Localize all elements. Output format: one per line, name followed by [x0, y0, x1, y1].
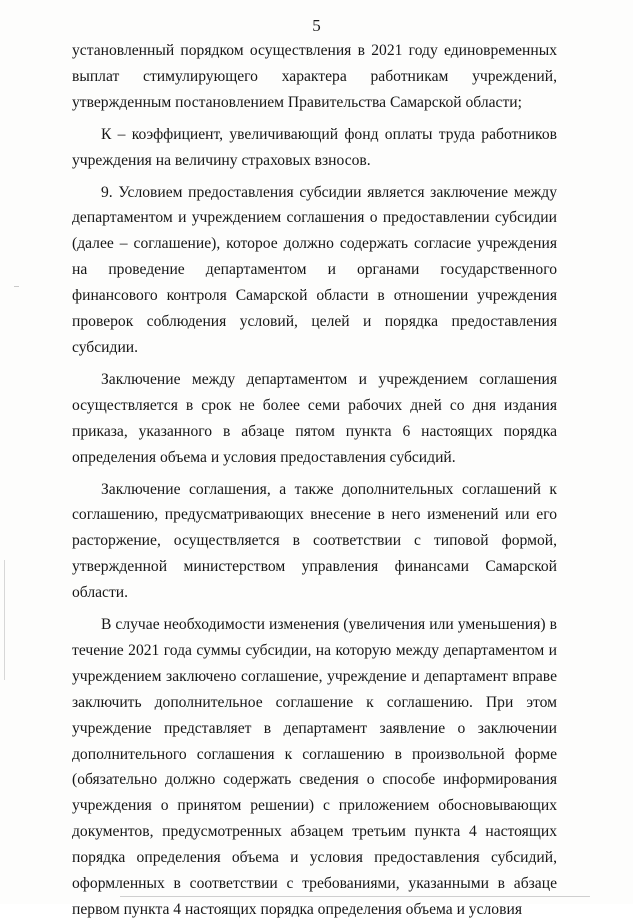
paragraph-6: В случае необходимости изменения (увеличения или уменьшения) в течение 2021 года суммы субсидии, на которую между департаментом и учреждением заключено соглашение, учреждение и департамент вправе заключить дополнительное соглашение к соглашению. При этом учреждение представляет в департамент заявление о заключении дополнительного соглашения к соглашению в произвольной форме (обязательно должно содержать сведения о способе информирования учреждения о принятом решении) с приложением обосновывающих документов, предусмотренных абзацем третьим пункта 4 настоящих порядка определения объема и условия предоставления субсидий, оформленных в соответствии с требованиями, указанными в абзаце первом пункта 4 настоящих порядка определения объема и условия: [72, 616, 557, 918]
paragraph-2: К – коэффициент, увеличивающий фонд оплаты труда работников учреждения на величину страховых взносов.: [72, 125, 557, 169]
page-number: 5: [312, 16, 321, 35]
scan-edge-line: [4, 560, 5, 680]
paragraph-4: Заключение между департаментом и учреждением соглашения осуществляется в срок не более семи рабочих дней со дня издания приказа, указанного в абзаце пятом пункта 6 настоящих порядка определения объема и условия предоставления субсидий.: [72, 370, 557, 466]
paragraph-5: Заключение соглашения, а также дополнительных соглашений к соглашению, предусматривающих внесение в него изменений или его расторжение, осуществляется в соответствии с типовой формой, утвержденной министерством управления финансами Самарской области.: [72, 480, 557, 602]
document-body: [72, 38, 557, 923]
scan-artifact-mark: [14, 286, 19, 287]
paragraph-3: 9. Условием предоставления субсидии является заключение между департаментом и учреждением соглашения о предоставлении субсидии (далее – соглашение), которое должно содержать согласие учреждения на проведение департаментом и органами государственного финансового контроля Самарской области в отношении учреждения проверок соблюдения условий, целей и порядка предоставления субсидии.: [72, 183, 557, 356]
scan-bottom-edge: [120, 896, 590, 897]
paragraph-1: установленный порядком осуществления в 2021 году единовременных выплат стимулирующего характера работникам учреждений, утвержденным постановлением Правительства Самарской области;: [72, 42, 557, 111]
